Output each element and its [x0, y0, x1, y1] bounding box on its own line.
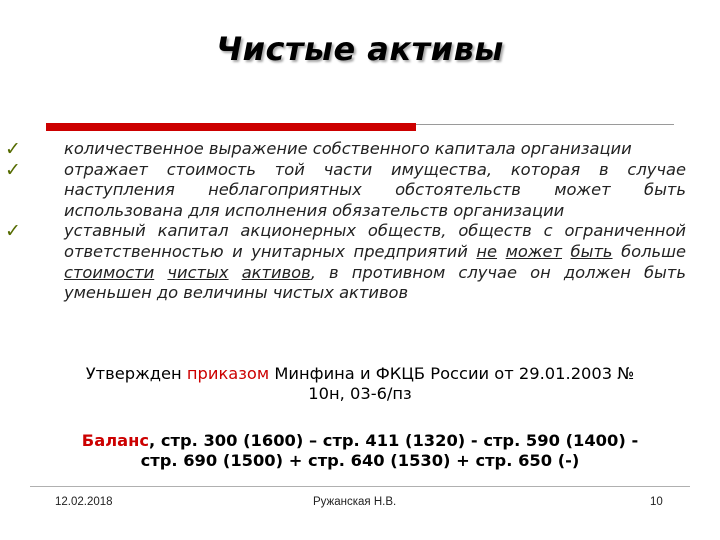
bullet-list [0, 139, 720, 304]
footer-date: 12.02.2018 [55, 496, 113, 508]
underlined-word: активов [241, 262, 311, 282]
checkmark-icon: ✓ [5, 158, 21, 181]
slide-title: Чистые активы [216, 30, 504, 68]
approval-prefix: Утвержден [85, 364, 182, 383]
balance-formula [0, 431, 720, 471]
underlined-word: чистых [167, 262, 229, 282]
approval-rest: Минфина и ФКЦБ России от 29.01.2003 № [274, 364, 635, 383]
approval-note [0, 364, 720, 404]
approval-line-2: 10н, 03-6/пз [308, 384, 412, 403]
bullet-item [0, 139, 720, 160]
bullet-text: количественное выражение собственного капитала организации [64, 139, 632, 158]
underlined-word: может [505, 241, 562, 261]
approval-line-1 [0, 364, 720, 384]
title-underline-red [46, 123, 416, 131]
footer-page-number: 10 [650, 496, 663, 508]
underlined-word: не [476, 241, 498, 261]
bullet-item [0, 160, 720, 222]
checkmark-icon: ✓ [5, 220, 21, 243]
checkmark-icon: ✓ [5, 138, 21, 160]
bullet-item [0, 221, 720, 303]
bullet3-part1: уставный капитал акционерных обществ, обществ с ограниченной ответственностью и унитарных предприятий [64, 221, 686, 261]
footer-author: Ружанская Н.В. [313, 496, 397, 508]
bullet3-part2: , в противном случае он должен быть уменьшен до величины чистых активов [64, 262, 686, 303]
bullet3-word: больше [621, 241, 686, 261]
balance-line-1 [0, 431, 720, 451]
footer-divider [30, 486, 690, 487]
order-link[interactable]: приказом [186, 364, 270, 383]
title-underline-thin [416, 124, 674, 125]
balance-line-2: стр. 690 (1500) + стр. 640 (1530) + стр. 650 (-) [140, 451, 580, 470]
balance-line-1-rest: , стр. 300 (1600) – стр. 411 (1320) - стр. 590 (1400) - [149, 431, 639, 450]
underlined-word: стоимости [64, 262, 155, 282]
bullet-text: отражает стоимость той части имущества, которая в случае наступления неблагоприятных обстоятельств может быть использована для исполнения обязательств организации [64, 159, 686, 220]
underlined-word: быть [570, 241, 613, 261]
balance-keyword: Баланс [81, 431, 150, 450]
bullet-text [64, 221, 686, 303]
